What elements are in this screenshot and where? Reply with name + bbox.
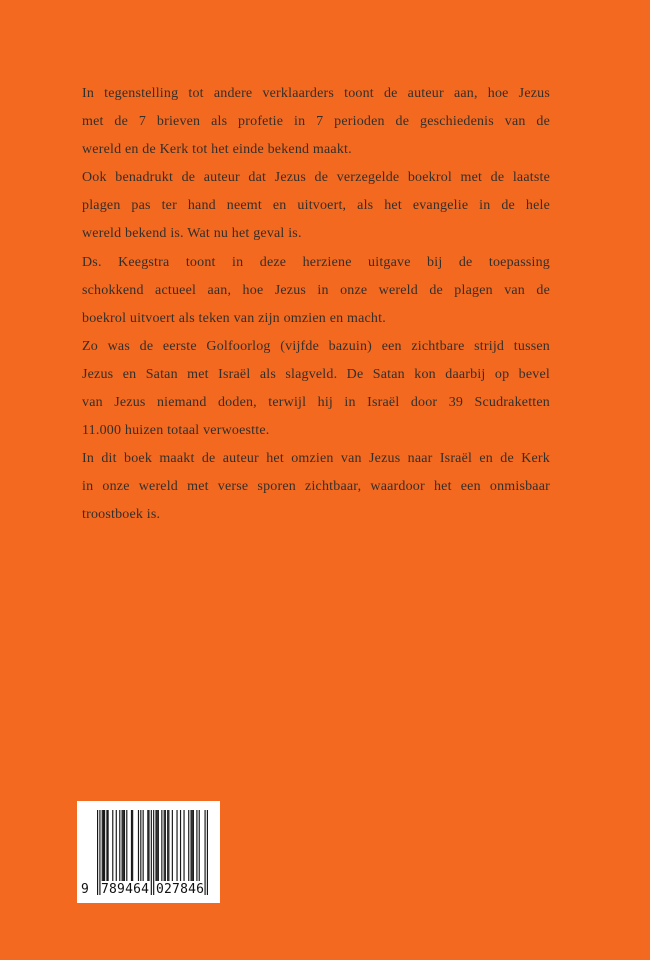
blurb-text	[82, 80, 550, 530]
blurb-line: Ds. Keegstra toont in deze herziene uitgave bij de toepassing	[82, 254, 550, 270]
blurb-line: in onze wereld met verse sporen zichtbaar, waardoor het een onmisbaar	[82, 479, 550, 495]
blurb-line: In dit boek maakt de auteur het omzien van Jezus naar Israël en de Kerk	[82, 451, 550, 467]
isbn-first-digit: 9	[81, 882, 89, 897]
blurb-line: troostboek is.	[82, 507, 161, 523]
blurb-line: schokkend actueel aan, hoe Jezus in onze wereld de plagen van de	[82, 282, 550, 298]
blurb-line: Zo was de eerste Golfoorlog (vijfde bazuin) een zichtbare strijd tussen	[82, 338, 550, 354]
isbn-left-digits: 789464	[101, 882, 150, 897]
blurb-line: In tegenstelling tot andere verklaarders toont de auteur aan, hoe Jezus	[82, 86, 550, 101]
blurb-line: boekrol uitvoert als teken van zijn omzien en macht.	[82, 310, 386, 326]
blurb-line: wereld en de Kerk tot het einde bekend maakt.	[82, 142, 352, 158]
blurb-line: plagen pas ter hand neemt en uitvoert, als het evangelie in de hele	[82, 198, 550, 214]
isbn-barcode	[77, 801, 220, 903]
blurb-line: van Jezus niemand doden, terwijl hij in Israël door 39 Scudraketten	[82, 395, 550, 411]
blurb-line: wereld bekend is. Wat nu het geval is.	[82, 226, 302, 242]
isbn-right-digits: 027846	[156, 882, 205, 897]
blurb-line: Jezus en Satan met Israël als slagveld. De Satan kon daarbij op bevel	[82, 366, 550, 382]
blurb-line: 11.000 huizen totaal verwoestte.	[82, 423, 270, 439]
blurb-line: met de 7 brieven als profetie in 7 perioden de geschiedenis van de	[82, 114, 550, 130]
blurb-line: Ook benadrukt de auteur dat Jezus de verzegelde boekrol met de laatste	[82, 170, 550, 186]
